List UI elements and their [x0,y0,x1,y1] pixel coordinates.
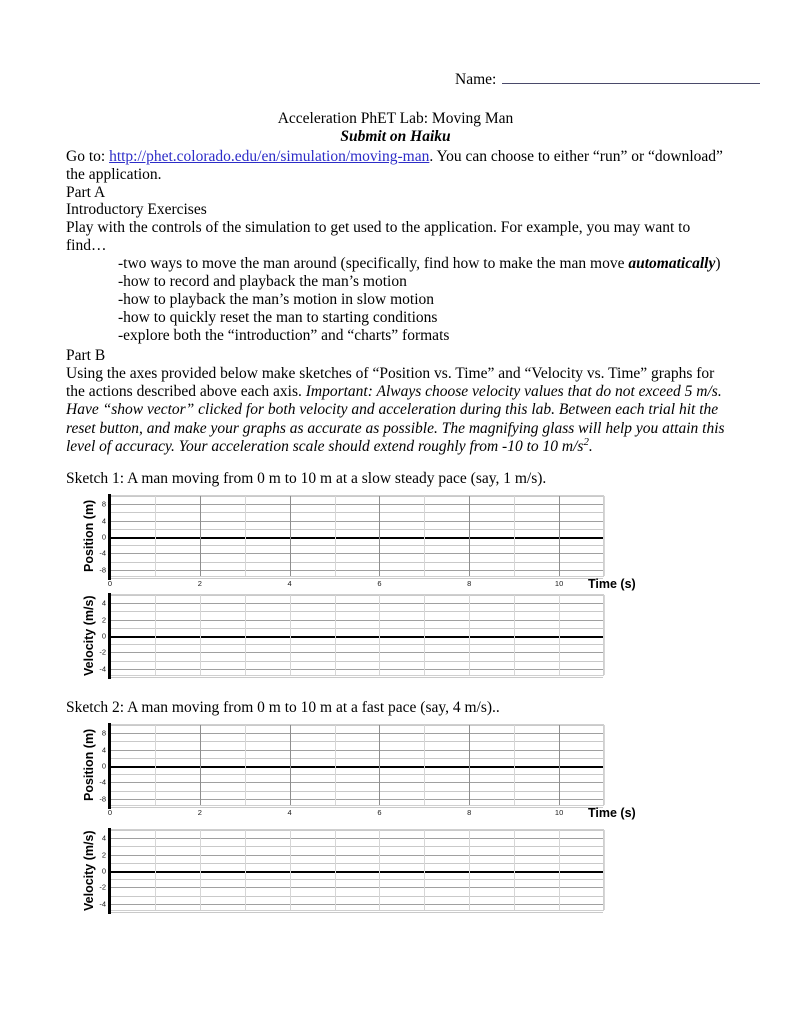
gridline-vertical [604,725,605,805]
gridline-vertical [469,725,470,805]
gridline-vertical [424,595,425,675]
y-axis-tick-label: 8 [101,499,106,509]
bullet-emphasis: automatically [628,254,716,272]
y-axis-tick-label: 0 [101,631,106,641]
plot-grid[interactable] [99,829,604,911]
gridline-vertical [604,496,605,576]
gridline-vertical [424,725,425,805]
gridline-horizontal [110,782,603,783]
gridline-horizontal [110,879,603,880]
bullet-suffix: ) [715,254,721,272]
y-axis-line [108,723,111,809]
gridline-horizontal [110,677,603,678]
x-axis-tick-label: 8 [467,808,472,817]
y-axis-tick-label: -4 [99,899,106,909]
y-axis-title: Velocity (m/s) [82,830,96,911]
gridline-horizontal [110,661,603,662]
list-item [118,309,726,327]
x-axis-tick-label: 2 [197,808,202,817]
part-b-italic-tail: . [588,437,593,455]
name-label: Name: [455,71,497,88]
intro-and-part-a [66,148,726,346]
plot-grid[interactable] [99,594,604,676]
name-field-row [455,70,760,89]
gridline-vertical [559,496,560,576]
zero-axis-line [110,766,603,768]
gridline-vertical [559,725,560,805]
y-axis-title: Position (m) [82,499,96,572]
part-a-bullet-list [66,255,726,346]
gridline-vertical [514,595,515,675]
gridline-horizontal [110,553,603,554]
gridline-vertical [559,830,560,910]
part-b-plain-text: Using the axes provided below make sketches of “Position vs. Time” and “Velocity vs. Time” graphs for the actions described above each axis. [66,365,715,401]
gridline-vertical [379,595,380,675]
zero-axis-line [110,871,603,873]
gridline-vertical [604,595,605,675]
y-axis-tick-label: -2 [99,882,106,892]
y-axis-line [108,494,111,580]
gridline-horizontal [110,512,603,513]
goto-paragraph [66,148,726,184]
gridline-vertical [290,725,291,805]
bullet-text: -two ways to move the man around (specifically, find how to make the man move [118,254,629,272]
gridline-vertical [335,595,336,675]
y-axis-tick-label: 0 [101,761,106,771]
list-item [118,327,726,345]
gridline-horizontal [110,799,603,800]
gridline-horizontal [110,496,603,497]
gridline-vertical [469,595,470,675]
x-axis-tick-label: 4 [287,808,292,817]
y-axis-title: Velocity (m/s) [82,595,96,676]
gridline-vertical [424,496,425,576]
gridline-horizontal [110,562,603,563]
y-axis-tick-label: 2 [101,615,106,625]
gridline-vertical [290,830,291,910]
gridline-horizontal [110,669,603,670]
x-axis-title: Time (s) [588,806,636,820]
gridline-vertical [155,496,156,576]
gridline-horizontal [110,578,603,579]
gridline-vertical [335,725,336,805]
gridline-vertical [155,725,156,805]
gridline-horizontal [110,603,603,604]
bullet-text: -how to playback the man’s motion in slow motion [118,291,434,309]
gridline-horizontal [110,750,603,751]
gridline-vertical [559,595,560,675]
plot-grid[interactable] [99,495,604,588]
gridline-horizontal [110,741,603,742]
x-axis-tick-label: 4 [287,579,292,588]
phet-simulation-link[interactable]: http://phet.colorado.edu/en/simulation/moving-man [109,148,430,165]
part-a-heading: Part A [66,183,106,201]
y-axis-tick-label: -4 [99,548,106,558]
gridline-vertical [155,595,156,675]
gridline-vertical [290,496,291,576]
gridline-horizontal [110,725,603,726]
gridline-vertical [245,496,246,576]
gridline-horizontal [110,545,603,546]
gridline-vertical [245,595,246,675]
gridline-horizontal [110,652,603,653]
gridline-horizontal [110,644,603,645]
bullet-text: -how to quickly reset the man to starting conditions [118,309,438,327]
gridline-horizontal [110,912,603,913]
list-item [118,255,726,273]
gridline-horizontal [110,758,603,759]
y-axis-line [108,593,111,679]
x-axis-tick-label: 8 [467,579,472,588]
y-axis-tick-label: 0 [101,532,106,542]
zero-axis-line [110,636,603,638]
x-axis-tick-label: 6 [377,808,382,817]
gridline-horizontal [110,846,603,847]
list-item [118,273,726,291]
goto-prefix: Go to: [66,148,110,165]
gridline-horizontal [110,521,603,522]
gridline-horizontal [110,529,603,530]
bullet-text: -how to record and playback the man’s motion [118,273,407,290]
gridline-horizontal [110,628,603,629]
x-axis-tick-label: 2 [197,579,202,588]
gridline-horizontal [110,863,603,864]
gridline-vertical [155,830,156,910]
part-b-italic-text: Important: Always choose velocity values that do not exceed 5 m/s. Have “show vector” clicked for both velocity and acceleration during this lab. Between each trial hit the reset button, and make your graphs as accurate as possible. The magnifying glass will help you attain this level of accuracy. Your acceleration scale should extend roughly from -10 to 10 m/s [66,383,725,455]
gridline-vertical [200,496,201,576]
y-axis-tick-label: 4 [101,516,106,526]
y-axis-tick-label: -8 [99,794,106,804]
gridline-horizontal [110,611,603,612]
page-title: Acceleration PhET Lab: Moving Man [277,110,514,127]
gridline-vertical [604,830,605,910]
gridline-vertical [290,595,291,675]
goto-suffix: . You can choose to either “run” or “download” the application. [66,148,723,183]
gridline-horizontal [110,791,603,792]
gridline-horizontal [110,620,603,621]
x-axis-title: Time (s) [588,577,636,591]
gridline-vertical [514,496,515,576]
y-axis-tick-label: 4 [101,598,106,608]
gridline-horizontal [110,887,603,888]
bullet-text: -explore both the “introduction” and “charts” formats [118,327,450,345]
y-axis-line [108,828,111,914]
gridline-horizontal [110,830,603,831]
y-axis-tick-label: 4 [101,745,106,755]
y-axis-tick-label: 2 [101,850,106,860]
gridline-vertical [200,830,201,910]
y-axis-title: Position (m) [82,728,96,801]
part-a-subheading: Introductory Exercises [66,201,207,219]
y-axis-tick-label: 8 [101,728,106,738]
gridline-vertical [514,725,515,805]
gridline-horizontal [110,504,603,505]
gridline-horizontal [110,855,603,856]
part-b-section [66,347,731,456]
sketch-2-caption: Sketch 2: A man moving from 0 m to 10 m at a fast pace (say, 4 m/s).. [66,699,500,716]
list-item [118,291,726,309]
x-axis-tick-label: 0 [107,808,113,817]
plot-grid[interactable] [99,724,604,817]
gridline-vertical [200,725,201,805]
y-axis-tick-label: -4 [99,777,106,787]
gridline-vertical [379,830,380,910]
gridline-horizontal [110,838,603,839]
x-axis-tick-label: 0 [107,579,113,588]
gridline-horizontal [110,595,603,596]
y-axis-tick-label: -4 [99,664,106,674]
part-b-paragraph [66,365,731,456]
y-axis-tick-label: -8 [99,565,106,575]
x-axis-tick-label: 6 [377,579,382,588]
gridline-horizontal [110,896,603,897]
gridline-vertical [245,725,246,805]
y-axis-tick-label: -2 [99,647,106,657]
gridline-vertical [335,830,336,910]
part-a-paragraph: Play with the controls of the simulation to get used to the application. For example, you may want to find… [66,219,691,255]
x-axis-tick-label: 10 [554,579,564,588]
gridline-vertical [469,830,470,910]
part-b-superscript: 2 [583,435,589,448]
sketch-1-caption: Sketch 1: A man moving from 0 m to 10 m at a slow steady pace (say, 1 m/s). [66,470,547,487]
gridline-horizontal [110,733,603,734]
name-blank-line[interactable] [502,70,760,84]
gridline-vertical [379,725,380,805]
gridline-vertical [335,496,336,576]
gridline-vertical [514,830,515,910]
page-subtitle: Submit on Haiku [340,128,451,145]
y-axis-tick-label: 0 [101,866,106,876]
zero-axis-line [110,537,603,539]
y-axis-tick-label: 4 [101,833,106,843]
gridline-horizontal [110,570,603,571]
x-axis-tick-label: 10 [554,808,564,817]
gridline-horizontal [110,904,603,905]
part-b-heading: Part B [66,347,106,364]
gridline-vertical [245,830,246,910]
gridline-vertical [424,830,425,910]
gridline-horizontal [110,807,603,808]
gridline-horizontal [110,774,603,775]
gridline-vertical [469,496,470,576]
gridline-vertical [200,595,201,675]
gridline-vertical [379,496,380,576]
